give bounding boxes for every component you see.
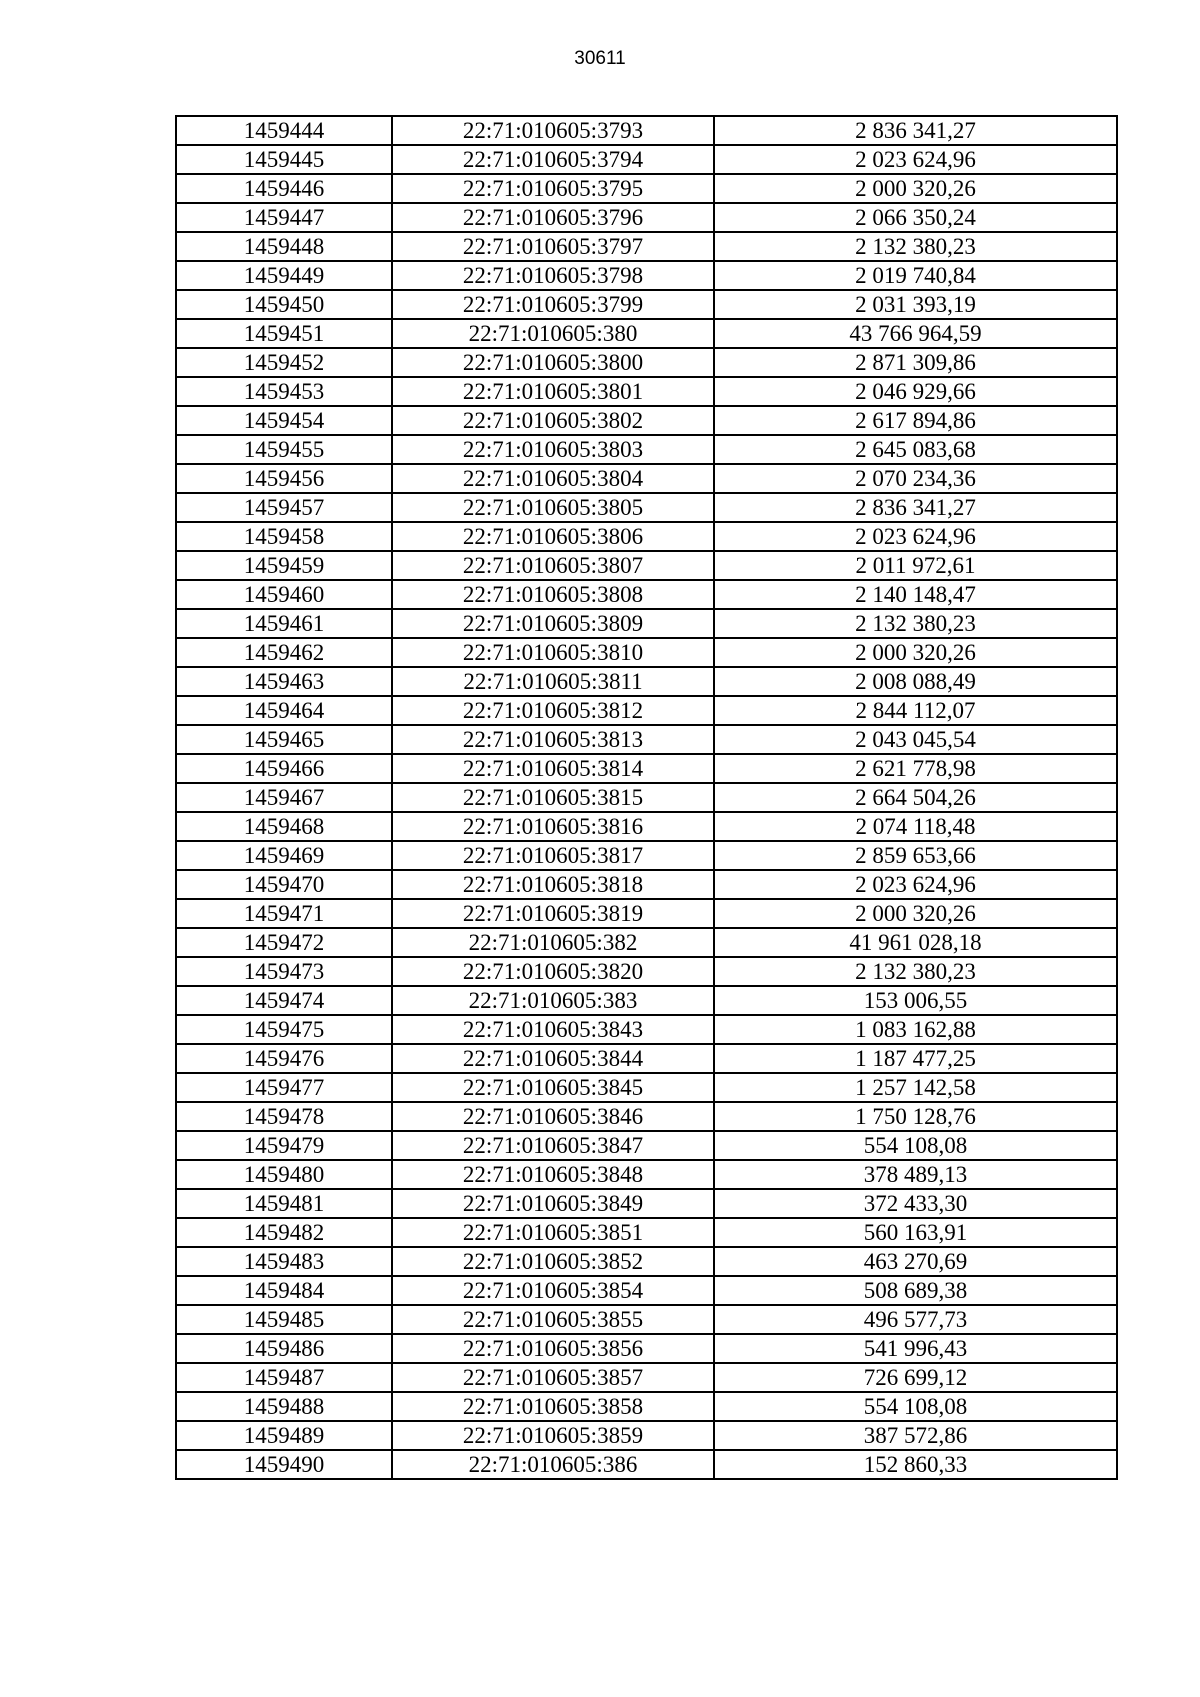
record-number-cell: 1459483 [176,1247,392,1276]
cadastral-value-cell: 2 070 234,36 [714,464,1117,493]
record-number-cell: 1459486 [176,1334,392,1363]
page-number: 30611 [574,48,626,69]
cadastral-value-cell: 2 008 088,49 [714,667,1117,696]
table-row [176,1421,1117,1450]
cadastral-number-cell: 22:71:010605:3793 [392,116,714,145]
record-number-cell: 1459479 [176,1131,392,1160]
cadastral-value-cell: 2 000 320,26 [714,638,1117,667]
record-number-cell: 1459473 [176,957,392,986]
record-number-cell: 1459462 [176,638,392,667]
record-number-cell: 1459465 [176,725,392,754]
cadastral-number-cell: 22:71:010605:3845 [392,1073,714,1102]
record-number-cell: 1459458 [176,522,392,551]
record-number-cell: 1459472 [176,928,392,957]
table-row [176,725,1117,754]
table-row [176,580,1117,609]
cadastral-value-cell: 152 860,33 [714,1450,1117,1479]
cadastral-value-cell: 1 257 142,58 [714,1073,1117,1102]
table-row [176,145,1117,174]
table-row [176,1392,1117,1421]
cadastral-value-cell: 560 163,91 [714,1218,1117,1247]
record-number-cell: 1459449 [176,261,392,290]
record-number-cell: 1459475 [176,1015,392,1044]
cadastral-number-cell: 22:71:010605:3817 [392,841,714,870]
cadastral-value-cell: 2 871 309,86 [714,348,1117,377]
cadastral-number-cell: 22:71:010605:3801 [392,377,714,406]
cadastral-value-cell: 2 043 045,54 [714,725,1117,754]
cadastral-number-cell: 22:71:010605:3810 [392,638,714,667]
cadastral-value-cell: 2 046 929,66 [714,377,1117,406]
cadastral-number-cell: 22:71:010605:380 [392,319,714,348]
cadastral-number-cell: 22:71:010605:3849 [392,1189,714,1218]
cadastral-number-cell: 22:71:010605:3816 [392,812,714,841]
table-row [176,1450,1117,1479]
cadastral-number-cell: 22:71:010605:386 [392,1450,714,1479]
record-number-cell: 1459450 [176,290,392,319]
record-number-cell: 1459456 [176,464,392,493]
record-number-cell: 1459454 [176,406,392,435]
table-row [176,928,1117,957]
cadastral-value-cell: 378 489,13 [714,1160,1117,1189]
table-row [176,957,1117,986]
record-number-cell: 1459444 [176,116,392,145]
table-row [176,290,1117,319]
record-number-cell: 1459484 [176,1276,392,1305]
cadastral-value-cell: 2 645 083,68 [714,435,1117,464]
cadastral-number-cell: 22:71:010605:3857 [392,1363,714,1392]
cadastral-value-cell: 2 132 380,23 [714,609,1117,638]
table-row [176,667,1117,696]
table-row [176,348,1117,377]
table-row [176,116,1117,145]
cadastral-number-cell: 22:71:010605:3799 [392,290,714,319]
table-row [176,377,1117,406]
table-row [176,1218,1117,1247]
record-number-cell: 1459469 [176,841,392,870]
cadastral-number-cell: 22:71:010605:3820 [392,957,714,986]
record-number-cell: 1459466 [176,754,392,783]
cadastral-value-cell: 2 074 118,48 [714,812,1117,841]
cadastral-number-cell: 22:71:010605:3815 [392,783,714,812]
record-number-cell: 1459452 [176,348,392,377]
cadastral-number-cell: 22:71:010605:3846 [392,1102,714,1131]
cadastral-number-cell: 22:71:010605:3843 [392,1015,714,1044]
record-number-cell: 1459474 [176,986,392,1015]
cadastral-value-cell: 2 140 148,47 [714,580,1117,609]
record-number-cell: 1459470 [176,870,392,899]
table-row [176,1247,1117,1276]
record-number-cell: 1459488 [176,1392,392,1421]
record-number-cell: 1459446 [176,174,392,203]
record-number-cell: 1459489 [176,1421,392,1450]
cadastral-number-cell: 22:71:010605:3855 [392,1305,714,1334]
cadastral-value-cell: 1 187 477,25 [714,1044,1117,1073]
registry-table-body [176,116,1117,1479]
table-row [176,406,1117,435]
cadastral-value-cell: 387 572,86 [714,1421,1117,1450]
cadastral-number-cell: 22:71:010605:3851 [392,1218,714,1247]
table-row [176,1160,1117,1189]
cadastral-number-cell: 22:71:010605:3847 [392,1131,714,1160]
table-row [176,899,1117,928]
cadastral-value-cell: 463 270,69 [714,1247,1117,1276]
record-number-cell: 1459463 [176,667,392,696]
cadastral-value-cell: 2 023 624,96 [714,145,1117,174]
cadastral-number-cell: 22:71:010605:3806 [392,522,714,551]
table-row [176,232,1117,261]
cadastral-value-cell: 2 664 504,26 [714,783,1117,812]
table-row [176,522,1117,551]
record-number-cell: 1459461 [176,609,392,638]
cadastral-value-cell: 1 750 128,76 [714,1102,1117,1131]
record-number-cell: 1459448 [176,232,392,261]
table-row [176,754,1117,783]
cadastral-number-cell: 22:71:010605:382 [392,928,714,957]
table-row [176,551,1117,580]
table-row [176,464,1117,493]
record-number-cell: 1459451 [176,319,392,348]
cadastral-value-cell: 41 961 028,18 [714,928,1117,957]
registry-table [175,115,1118,1480]
table-row [176,1131,1117,1160]
record-number-cell: 1459476 [176,1044,392,1073]
table-row [176,609,1117,638]
cadastral-number-cell: 22:71:010605:3800 [392,348,714,377]
cadastral-number-cell: 22:71:010605:3805 [392,493,714,522]
cadastral-number-cell: 22:71:010605:3856 [392,1334,714,1363]
cadastral-value-cell: 554 108,08 [714,1131,1117,1160]
table-row [176,841,1117,870]
cadastral-value-cell: 2 000 320,26 [714,899,1117,928]
cadastral-number-cell: 22:71:010605:3797 [392,232,714,261]
cadastral-number-cell: 22:71:010605:383 [392,986,714,1015]
cadastral-value-cell: 2 023 624,96 [714,870,1117,899]
record-number-cell: 1459477 [176,1073,392,1102]
record-number-cell: 1459468 [176,812,392,841]
cadastral-value-cell: 2 023 624,96 [714,522,1117,551]
table-row [176,986,1117,1015]
cadastral-value-cell: 372 433,30 [714,1189,1117,1218]
cadastral-number-cell: 22:71:010605:3812 [392,696,714,725]
table-row [176,696,1117,725]
cadastral-value-cell: 2 011 972,61 [714,551,1117,580]
cadastral-number-cell: 22:71:010605:3854 [392,1276,714,1305]
cadastral-number-cell: 22:71:010605:3802 [392,406,714,435]
table-row [176,783,1117,812]
record-number-cell: 1459460 [176,580,392,609]
cadastral-number-cell: 22:71:010605:3795 [392,174,714,203]
cadastral-number-cell: 22:71:010605:3852 [392,1247,714,1276]
cadastral-value-cell: 2 031 393,19 [714,290,1117,319]
cadastral-value-cell: 508 689,38 [714,1276,1117,1305]
cadastral-value-cell: 1 083 162,88 [714,1015,1117,1044]
cadastral-value-cell: 554 108,08 [714,1392,1117,1421]
table-row [176,638,1117,667]
table-row [176,812,1117,841]
cadastral-value-cell: 43 766 964,59 [714,319,1117,348]
record-number-cell: 1459464 [176,696,392,725]
table-row [176,261,1117,290]
cadastral-value-cell: 2 617 894,86 [714,406,1117,435]
cadastral-value-cell: 2 019 740,84 [714,261,1117,290]
record-number-cell: 1459453 [176,377,392,406]
record-number-cell: 1459485 [176,1305,392,1334]
table-row [176,1073,1117,1102]
cadastral-number-cell: 22:71:010605:3859 [392,1421,714,1450]
record-number-cell: 1459471 [176,899,392,928]
cadastral-number-cell: 22:71:010605:3807 [392,551,714,580]
cadastral-value-cell: 2 836 341,27 [714,116,1117,145]
cadastral-number-cell: 22:71:010605:3796 [392,203,714,232]
record-number-cell: 1459445 [176,145,392,174]
cadastral-value-cell: 726 699,12 [714,1363,1117,1392]
cadastral-number-cell: 22:71:010605:3808 [392,580,714,609]
record-number-cell: 1459490 [176,1450,392,1479]
record-number-cell: 1459478 [176,1102,392,1131]
cadastral-number-cell: 22:71:010605:3814 [392,754,714,783]
table-row [176,1276,1117,1305]
record-number-cell: 1459455 [176,435,392,464]
record-number-cell: 1459480 [176,1160,392,1189]
cadastral-value-cell: 2 066 350,24 [714,203,1117,232]
cadastral-number-cell: 22:71:010605:3803 [392,435,714,464]
cadastral-value-cell: 541 996,43 [714,1334,1117,1363]
cadastral-value-cell: 2 844 112,07 [714,696,1117,725]
cadastral-number-cell: 22:71:010605:3819 [392,899,714,928]
record-number-cell: 1459487 [176,1363,392,1392]
cadastral-value-cell: 153 006,55 [714,986,1117,1015]
cadastral-value-cell: 2 132 380,23 [714,957,1117,986]
cadastral-number-cell: 22:71:010605:3813 [392,725,714,754]
cadastral-number-cell: 22:71:010605:3858 [392,1392,714,1421]
record-number-cell: 1459459 [176,551,392,580]
cadastral-number-cell: 22:71:010605:3798 [392,261,714,290]
table-row [176,1305,1117,1334]
table-row [176,203,1117,232]
table-row [176,435,1117,464]
table-row [176,1102,1117,1131]
record-number-cell: 1459481 [176,1189,392,1218]
record-number-cell: 1459457 [176,493,392,522]
record-number-cell: 1459467 [176,783,392,812]
cadastral-number-cell: 22:71:010605:3848 [392,1160,714,1189]
cadastral-number-cell: 22:71:010605:3844 [392,1044,714,1073]
cadastral-value-cell: 2 859 653,66 [714,841,1117,870]
cadastral-number-cell: 22:71:010605:3811 [392,667,714,696]
cadastral-value-cell: 2 836 341,27 [714,493,1117,522]
record-number-cell: 1459447 [176,203,392,232]
cadastral-value-cell: 2 000 320,26 [714,174,1117,203]
table-row [176,174,1117,203]
record-number-cell: 1459482 [176,1218,392,1247]
table-row [176,1189,1117,1218]
table-row [176,493,1117,522]
table-row [176,1044,1117,1073]
cadastral-number-cell: 22:71:010605:3809 [392,609,714,638]
table-row [176,1334,1117,1363]
cadastral-number-cell: 22:71:010605:3818 [392,870,714,899]
cadastral-value-cell: 496 577,73 [714,1305,1117,1334]
cadastral-number-cell: 22:71:010605:3804 [392,464,714,493]
table-row [176,1363,1117,1392]
cadastral-value-cell: 2 132 380,23 [714,232,1117,261]
cadastral-number-cell: 22:71:010605:3794 [392,145,714,174]
cadastral-value-cell: 2 621 778,98 [714,754,1117,783]
table-row [176,319,1117,348]
table-row [176,870,1117,899]
table-row [176,1015,1117,1044]
